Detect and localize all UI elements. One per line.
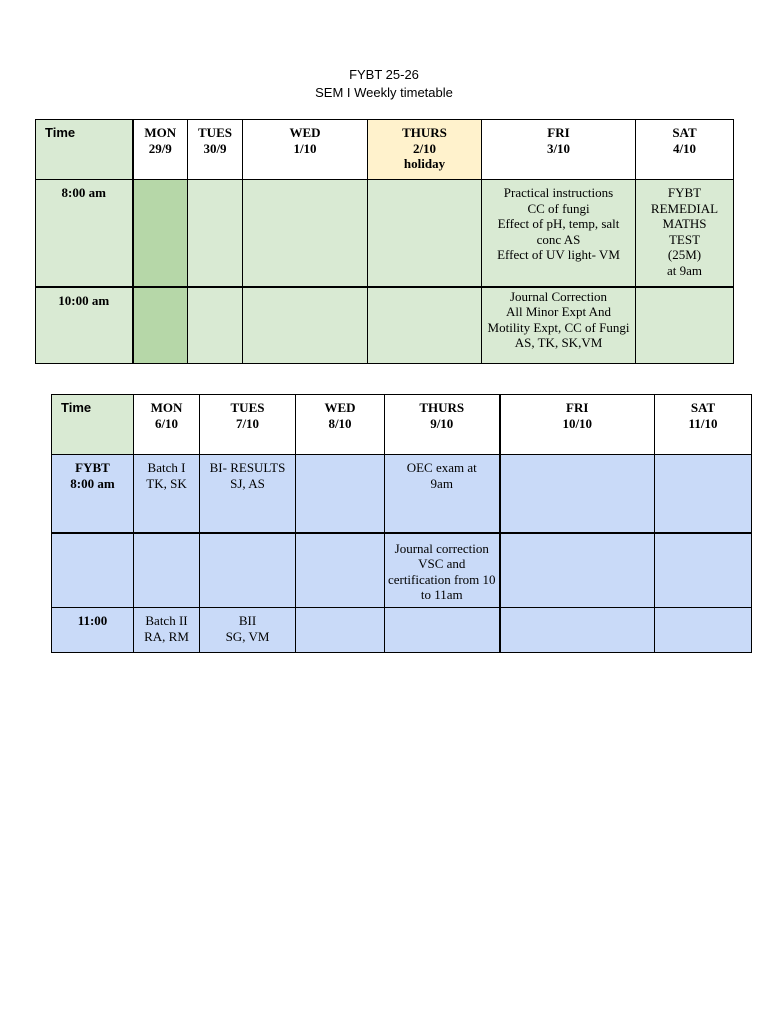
table-row bbox=[52, 608, 752, 653]
cell-fri bbox=[500, 608, 655, 653]
day-header-thurs: THURS 9/10 bbox=[385, 395, 500, 455]
page-title bbox=[0, 66, 768, 102]
cell-sat: FYBT REMEDIAL MATHS TEST (25M) at 9am bbox=[636, 180, 734, 287]
table-row bbox=[52, 455, 752, 533]
cell-thurs bbox=[385, 608, 500, 653]
day-header-wed: WED 8/10 bbox=[296, 395, 385, 455]
time-header: Time bbox=[52, 395, 134, 455]
day-header-wed: WED 1/10 bbox=[243, 120, 368, 180]
day-header-tues: TUES 7/10 bbox=[200, 395, 296, 455]
cell-mon: Batch II RA, RM bbox=[134, 608, 200, 653]
time-cell: FYBT 8:00 am bbox=[52, 455, 134, 533]
cell-wed bbox=[296, 608, 385, 653]
time-cell: 11:00 bbox=[52, 608, 134, 653]
cell-sat bbox=[655, 455, 752, 533]
title-line-2: SEM I Weekly timetable bbox=[315, 85, 453, 100]
cell-sat bbox=[655, 533, 752, 608]
cell-tues bbox=[200, 533, 296, 608]
time-cell: 10:00 am bbox=[36, 287, 133, 364]
day-header-thurs: THURS 2/10 holiday bbox=[368, 120, 482, 180]
time-cell: 8:00 am bbox=[36, 180, 133, 287]
cell-thurs: Journal correction VSC and certification from 10 to 11am bbox=[385, 533, 500, 608]
time-cell bbox=[52, 533, 134, 608]
day-header-sat: SAT 11/10 bbox=[655, 395, 752, 455]
cell-tues: BI- RESULTS SJ, AS bbox=[200, 455, 296, 533]
cell-sat bbox=[636, 287, 734, 364]
cell-wed bbox=[243, 180, 368, 287]
timetable-week-2 bbox=[51, 394, 752, 653]
day-header-fri: FRI 3/10 bbox=[482, 120, 636, 180]
table-row bbox=[36, 180, 734, 287]
cell-thurs bbox=[368, 180, 482, 287]
day-header-mon: MON 6/10 bbox=[134, 395, 200, 455]
cell-wed bbox=[296, 533, 385, 608]
cell-wed bbox=[243, 287, 368, 364]
day-header-mon: MON 29/9 bbox=[133, 120, 188, 180]
day-header-sat: SAT 4/10 bbox=[636, 120, 734, 180]
cell-fri: Practical instructions CC of fungi Effect of pH, temp, salt conc AS Effect of UV light- VM bbox=[482, 180, 636, 287]
day-header-tues: TUES 30/9 bbox=[188, 120, 243, 180]
cell-mon bbox=[133, 180, 188, 287]
cell-thurs: OEC exam at 9am bbox=[385, 455, 500, 533]
cell-fri bbox=[500, 455, 655, 533]
cell-mon bbox=[134, 533, 200, 608]
day-header-fri: FRI 10/10 bbox=[500, 395, 655, 455]
table-row bbox=[36, 287, 734, 364]
time-header: Time bbox=[36, 120, 133, 180]
cell-fri: Journal Correction All Minor Expt And Motility Expt, CC of Fungi AS, TK, SK,VM bbox=[482, 287, 636, 364]
cell-sat bbox=[655, 608, 752, 653]
cell-thurs bbox=[368, 287, 482, 364]
timetable-week-1 bbox=[35, 119, 734, 364]
table-row bbox=[52, 533, 752, 608]
cell-mon bbox=[133, 287, 188, 364]
cell-mon: Batch I TK, SK bbox=[134, 455, 200, 533]
cell-fri bbox=[500, 533, 655, 608]
cell-tues bbox=[188, 287, 243, 364]
title-line-1: FYBT 25-26 bbox=[349, 67, 419, 82]
cell-wed bbox=[296, 455, 385, 533]
header-row bbox=[52, 395, 752, 455]
cell-tues: BII SG, VM bbox=[200, 608, 296, 653]
header-row bbox=[36, 120, 734, 180]
cell-tues bbox=[188, 180, 243, 287]
